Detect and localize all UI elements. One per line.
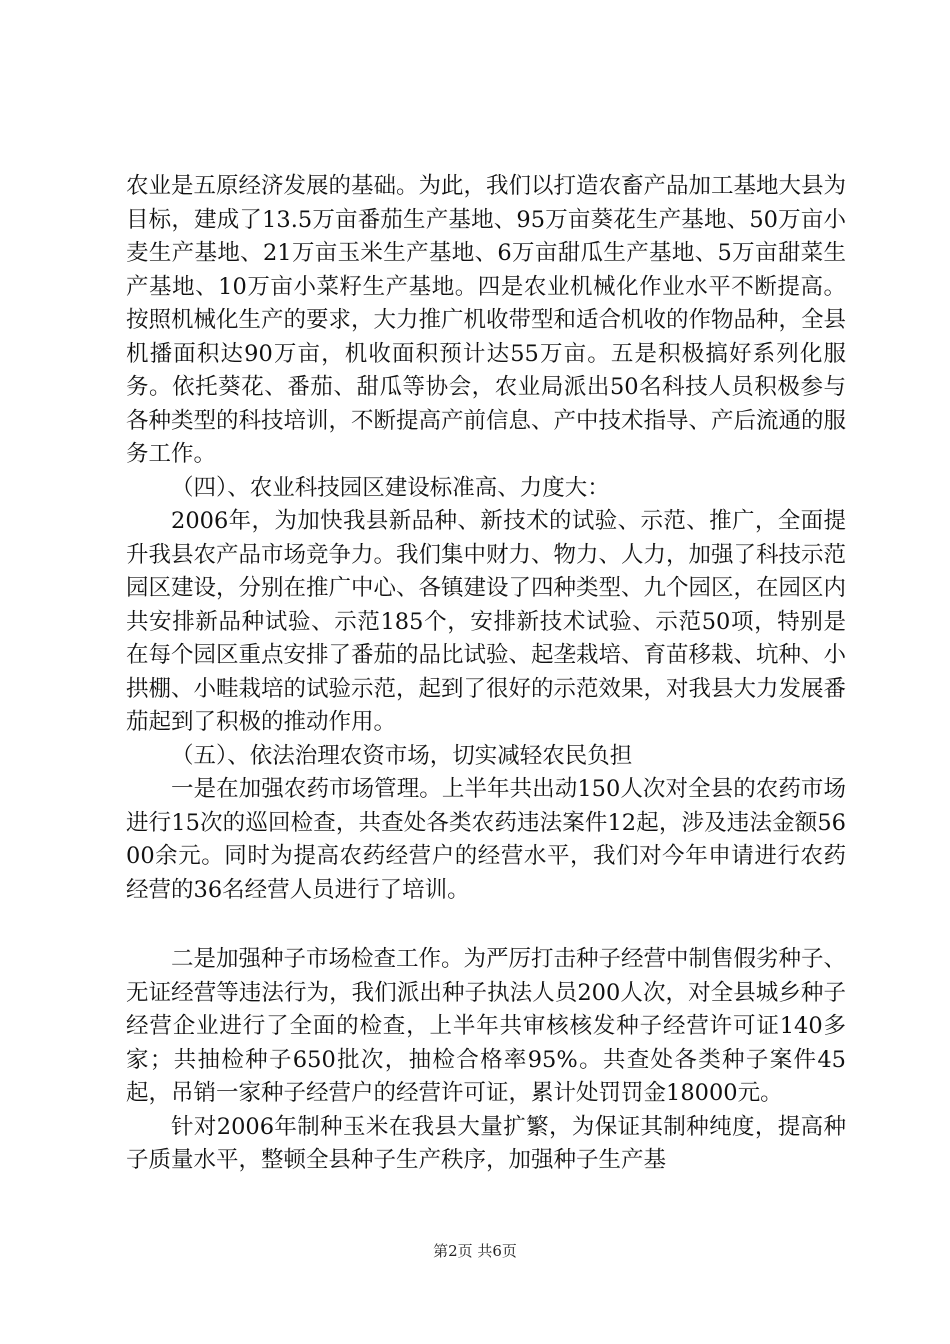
- section-heading: （四）、农业科技园区建设标准高、力度大：: [171, 474, 610, 501]
- body-paragraph: 二是加强种子市场检查工作。为严厉打击种子经营中制售假劣种子、无证经营等违法行为，我们派出种子执法人员200人次，对全县城乡种子经营企业进行了全面的检查，上半年共审核核发种子经营许可证140多家；共抽检种子650批次，抽检合格率95%。共查处各类种子案件45起，吊销一家种子经营户的经营许可证，累计处罚罚金18000元。: [126, 946, 847, 1106]
- body-paragraph: 针对2006年制种玉米在我县大量扩繁，为保证其制种纯度，提高种子质量水平，整顿全县种子生产秩序，加强种子生产基: [126, 1113, 846, 1173]
- body-paragraph: 农业是五原经济发展的基础。为此，我们以打造农畜产品加工基地大县为目标，建成了13.5万亩番茄生产基地、95万亩葵花生产基地、50万亩小麦生产基地、21万亩玉米生产基地、6万亩甜瓜生产基地、5万亩甜菜生产基地、10万亩小菜籽生产基地。四是农业机械化作业水平不断提高。按照机械化生产的要求，大力推广机收带型和适合机收的作物品种，全县机播面积达90万亩，机收面积预计达55万亩。五是积极搞好系列化服务。依托葵花、番茄、甜瓜等协会，农业局派出50名科技人员积极参与各种类型的科技培训，不断提高产前信息、产中技术指导、产后流通的服务工作。: [126, 173, 847, 467]
- body-paragraph: 一是在加强农药市场管理。上半年共出动150人次对全县的农药市场进行15次的巡回检查，共查处各类农药违法案件12起，涉及违法金额5600余元。同时为提高农药经营户的经营水平，我们对今年申请进行农药经营的36名经营人员进行了培训。: [126, 776, 846, 903]
- body-paragraph: 2006年，为加快我县新品种、新技术的试验、示范、推广，全面提升我县农产品市场竞争力。我们集中财力、物力、人力，加强了科技示范园区建设，分别在推广中心、各镇建设了四种类型、九个园区，在园区内共安排新品种试验、示范185个，安排新技术试验、示范50项，特别是在每个园区重点安排了番茄的品比试验、起垄栽培、育苗移栽、坑种、小拱棚、小畦栽培的试验示范，起到了很好的示范效果，对我县大力发展番茄起到了积极的推动作用。: [126, 508, 847, 735]
- page-number-footer: 第2页 共6页: [433, 1242, 517, 1260]
- document-body: [126, 170, 846, 1178]
- section-heading: （五）、依法治理农资市场，切实减轻农民负担: [171, 742, 633, 769]
